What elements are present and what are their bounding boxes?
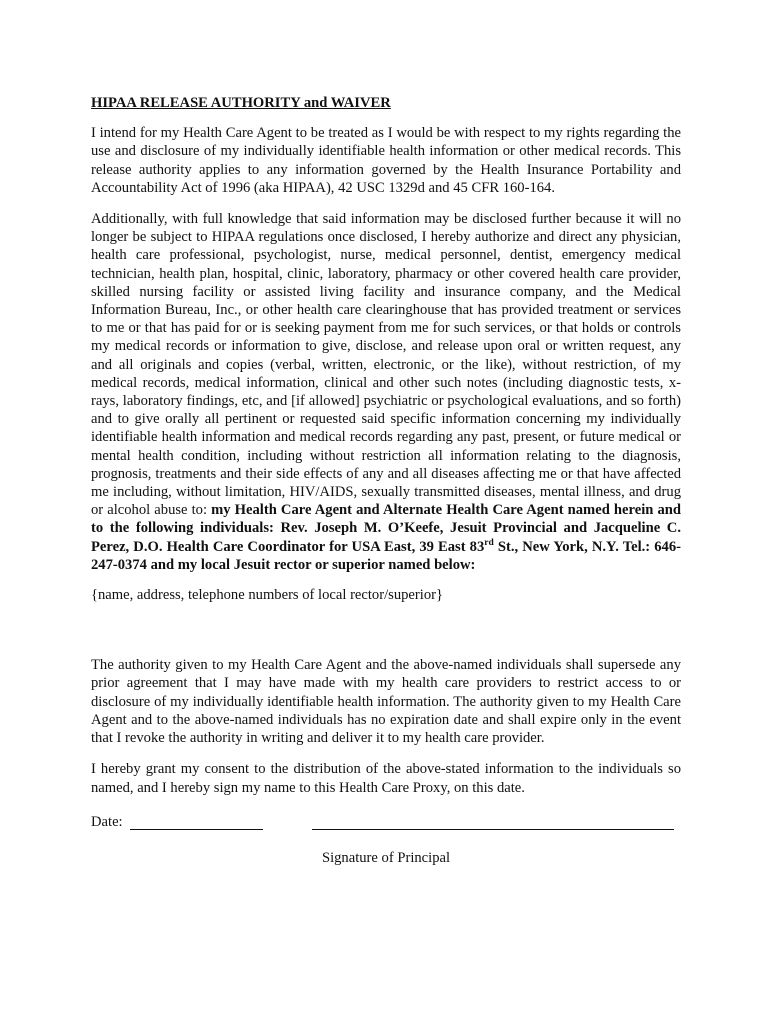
date-field-line[interactable] [130, 829, 263, 830]
signature-caption: Signature of Principal [321, 849, 451, 866]
rector-placeholder: {name, address, telephone numbers of local rector/superior} [91, 587, 443, 604]
document-page [91, 94, 681, 866]
paragraph-consent: I hereby grant my consent to the distribution of the above-stated information to the individuals so named, and I hereby sign my name to this Health Care Proxy, on this date. [91, 761, 681, 796]
authorization-recipients-address: St., New York, N.Y. Tel.: 646-247-0374 and my local Jesuit rector or superior named below: [91, 538, 681, 573]
authorization-text: Additionally, with full knowledge that said information may be disclosed further because it will no longer be subject to HIPAA regulations once disclosed, I hereby authorize and direct any physician, health care professional, psychologist, nurse, medical personnel, dentist, emergency medical technician, health plan, hospital, clinic, laboratory, pharmacy or other covered health care provider, skilled nursing facility or assisted living facility and insurance company, and the Medical Information Bureau, Inc., or other health care clearinghouse that has provided treatment or services to me or that has paid for or is seeking payment from me for such services, or that holds or controls my medical records or information to give, disclose, and release upon oral or written request, any and all originals and copies (verbal, written, electronic, or the like), without restriction, of my medical records, medical information, clinical and other such notes (including diagnostic tests, x-rays, laboratory findings, etc, and [if allowed] psychiatric or psychological evaluations, and so forth) and to give orally all pertinent or requested said specific information concerning my individually identifiable health information and medical records regarding any past, present, or future medical or mental health condition, including without restriction all information relating to the diagnosis, prognosis, treatments and their side effects of any and all diseases affecting me or that have affected me including, without limitation, HIV/AIDS, sexually transmitted diseases, mental illness, and drug or alcohol abuse to: [91, 211, 681, 519]
authorization-recipients: my Health Care Agent and Alternate Health Care Agent named herein and to the following individuals: Rev. Joseph M. O’Keefe, Jesuit Provincial and Jacqueline C. Perez, D.O. Health Care Coordinator for USA East, 39 East 83 [91, 502, 681, 555]
ordinal-suffix: rd [484, 537, 494, 548]
document-title: HIPAA RELEASE AUTHORITY and WAIVER [91, 95, 391, 111]
date-label: Date: [91, 813, 123, 830]
paragraph-intent: I intend for my Health Care Agent to be treated as I would be with respect to my rights regarding the use and disclosure of my individually identifiable health information or other medical records. This release authority applies to any information governed by the Health Insurance Portability and Accountability Act of 1996 (aka HIPAA), 42 USC 1329d and 45 CFR 160-164. [91, 125, 681, 196]
signature-block [91, 813, 681, 866]
signature-field-line[interactable] [312, 829, 674, 830]
paragraph-authorization [91, 210, 681, 574]
paragraph-supersede: The authority given to my Health Care Agent and the above-named individuals shall supersede any prior agreement that I may have made with my health care providers to restrict access to or disclosure of my individually identifiable health information. The authority given to my Health Care Agent and to the above-named individuals has no expiration date and shall expire only in the event that I revoke the authority in writing and deliver it to my health care provider. [91, 657, 681, 747]
